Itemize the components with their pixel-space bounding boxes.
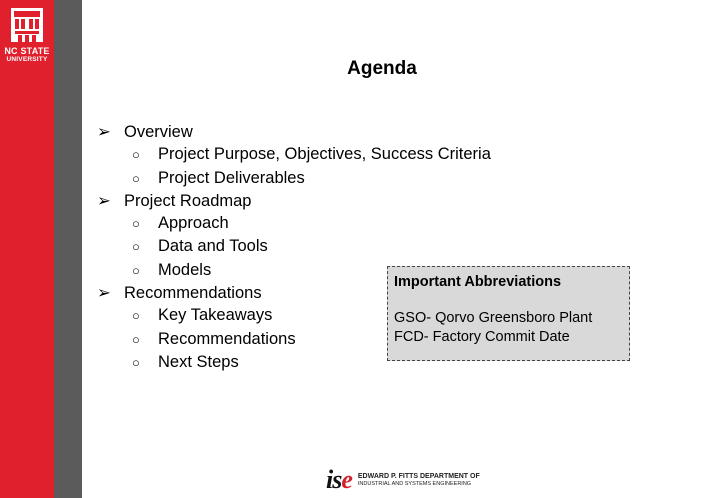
agenda-subitem-deliverables [97, 167, 491, 190]
agenda-item-label: Project Deliverables [158, 168, 305, 187]
slide-title: Agenda [347, 58, 417, 79]
ise-logo-e: e [341, 465, 352, 494]
agenda-item-label: Overview [124, 123, 193, 141]
department-name [358, 473, 480, 488]
footer-department-logo [326, 466, 480, 494]
circle-bullet-icon: ○ [132, 170, 140, 186]
arrow-bullet-icon: ➢ [97, 123, 111, 141]
department-line2: INDUSTRIAL AND SYSTEMS ENGINEERING [357, 480, 472, 487]
arrow-bullet-icon: ➢ [97, 191, 111, 210]
left-gray-band [54, 0, 82, 498]
abbreviation-gso: GSO- Qorvo Greensboro Plant [394, 310, 593, 326]
agenda-item-label: Project Roadmap [124, 191, 252, 210]
agenda-item-label: Models [158, 260, 212, 279]
belltower-icon [5, 2, 49, 46]
agenda-item-label: Recommendations [158, 329, 296, 348]
abbreviations-box [387, 266, 630, 361]
agenda-item-label: Key Takeaways [158, 306, 273, 325]
ise-logo-is: is [326, 465, 342, 494]
ncstate-logo [0, 0, 54, 80]
circle-bullet-icon: ○ [132, 239, 140, 255]
agenda-item-label: Recommendations [124, 284, 262, 303]
logo-text-university: UNIVERSITY [6, 56, 48, 63]
agenda-item-label: Data and Tools [158, 237, 268, 256]
agenda-item-overview [97, 121, 491, 143]
agenda-item-label: Next Steps [158, 352, 239, 371]
ise-logo-icon [326, 465, 352, 495]
logo-text-ncstate: NC STATE [4, 46, 50, 56]
circle-bullet-icon: ○ [132, 354, 140, 370]
agenda-item-label: Approach [158, 214, 229, 233]
abbreviations-title: Important Abbreviations [394, 274, 562, 290]
circle-bullet-icon: ○ [132, 216, 140, 232]
agenda-subitem-purpose [97, 143, 491, 166]
agenda-item-roadmap [97, 190, 491, 212]
agenda-subitem-approach [97, 212, 491, 235]
abbreviation-fcd: FCD- Factory Commit Date [394, 329, 570, 345]
circle-bullet-icon: ○ [132, 147, 140, 163]
agenda-subitem-data-tools [97, 235, 491, 258]
arrow-bullet-icon: ➢ [97, 284, 111, 303]
circle-bullet-icon: ○ [132, 331, 140, 347]
agenda-item-label: Project Purpose, Objectives, Success Criteria [158, 145, 491, 164]
circle-bullet-icon: ○ [132, 262, 140, 278]
circle-bullet-icon: ○ [132, 308, 140, 324]
department-line1: EDWARD P. FITTS DEPARTMENT OF [357, 472, 480, 480]
